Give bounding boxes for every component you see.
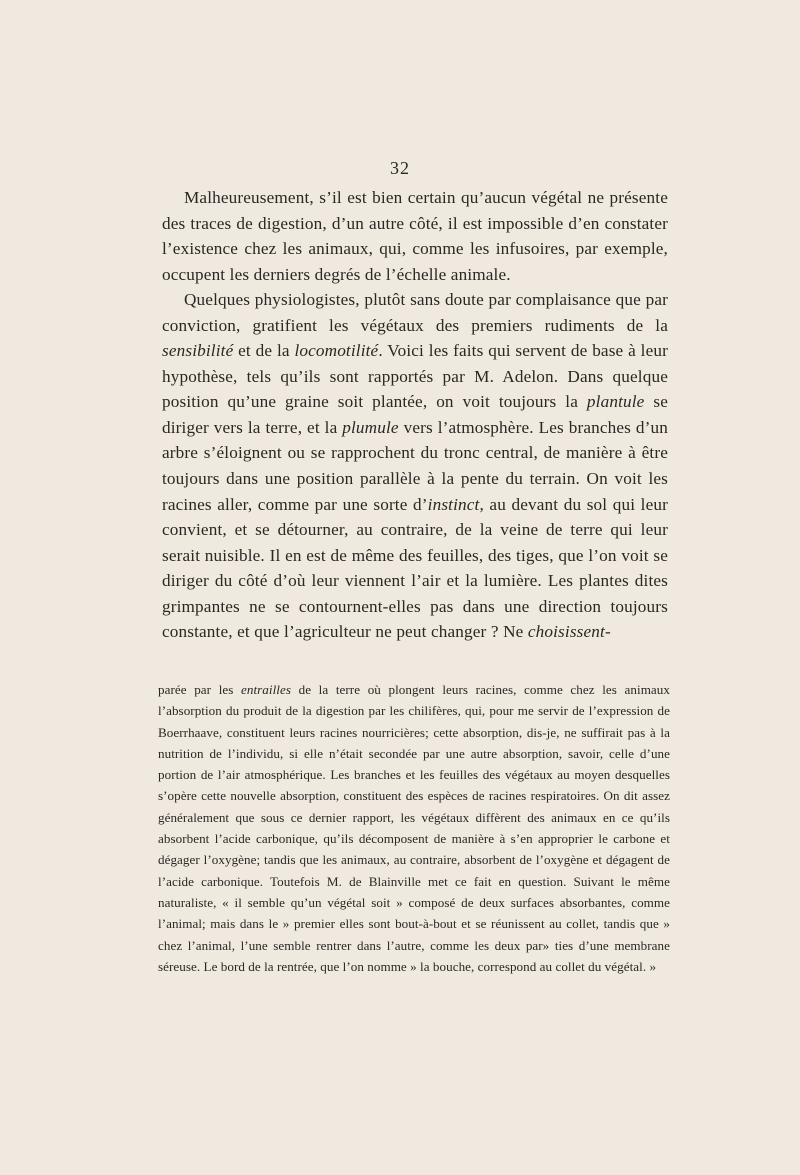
italic-sensibilite: sensibilité <box>162 341 234 361</box>
footnote-part-b: de la terre où plongent leurs racines, comme chez les animaux l’absorption du produit de la digestion par les chilifères, qui, pour me servir de l’expression de Boerrhaave, constituent leurs racines nourricières; cette absorption, dis-je, ne suffirait pas à la nutrition de l’individu, si elle n’était secondée par une autre absorption, savoir, celle d’une portion de l’air atmosphérique. Les branches et les feuilles des végétaux au moyen desquelles s’opère cette nouvelle absorption, constituent des espèces de racines respiratoires. On dit assez généralement que sous ce dernier rapport, les végétaux diffèrent des animaux en ce qu’ils absorbent l’acide carbonique, qu’ils décomposent de manière à s’en approprier le carbone et dégager l’oxygène; tandis que les animaux, au contraire, absorbent de l’oxygène et dégagent de l’acide carbonique. Toutefois M. de Blainville met ce fait en question. Suivant le même naturaliste, « il semble qu’un végétal soit » composé de deux surfaces absorbantes, comme l’animal; mais dans le » premier elles sont bout-à-bout et se réunissent au collet, tandis que » chez l’animal, l’une semble rentrer dans l’autre, comme les deux par» ties d’une membrane séreuse. Le bord de la rentrée, que l’on nomme » la bouche, correspond au collet du végétal. » <box>158 682 670 974</box>
paragraph-2-part-e: vers l’atmosphère. Les branches d’un arbre s’éloignent ou se rapprochent du tronc central, de manière à être toujours dans une position parallèle à la pente du terrain. On voit les racines aller, comme par une sorte d’ <box>162 417 668 514</box>
paragraph-2-part-f: , au devant du sol qui leur convient, et se détourner, au contraire, de la veine de terre qui leur serait nuisible. Il en est de même des feuilles, des tiges, que l’on voit se diriger du côté d’où leur viennent l’air et la lumière. Les plantes dites grimpantes ne se contournent-elles pas dans une direction toujours constante, et que l’agriculteur ne peut changer ? Ne <box>162 494 668 642</box>
main-text <box>162 185 668 645</box>
paragraph-2-part-d: se diriger vers la terre, et la <box>162 392 668 437</box>
italic-plantule: plantule <box>586 392 645 412</box>
footnote-part-a: parée par les <box>158 682 242 697</box>
paragraph-1: Malheureusement, s’il est bien certain qu’aucun végétal ne présente des traces de digestion, d’un autre côté, il est impossible d’en constater l’existence chez les animaux, qui, comme les infusoires, par exemple, occupent les derniers degrés de l’échelle animale. <box>162 188 668 284</box>
paragraph-2-part-c: . Voici les faits qui servent de base à leur hypothèse, tels qu’ils sont rapportés par M. Adelon. Dans quelque position qu’une graine soit plantée, on voit toujours la <box>162 341 668 412</box>
paragraph-2 <box>162 287 668 645</box>
paragraph-2-part-a: Quelques physiologistes, plutôt sans doute par complaisance que par conviction, gratifient les végétaux des premiers rudiments de la <box>162 290 668 335</box>
italic-choisissent: choisissent- <box>527 622 611 642</box>
italic-plumule: plumule <box>342 417 399 437</box>
italic-entrailles: entrailles <box>241 682 291 697</box>
footnote <box>158 679 670 977</box>
page-number: 32 <box>390 158 410 178</box>
italic-instinct: instinct <box>427 494 480 514</box>
paragraph-2-part-b: et de la <box>233 341 295 361</box>
footnote-paragraph <box>158 679 670 977</box>
italic-locomotilite: locomotilité <box>294 341 379 361</box>
